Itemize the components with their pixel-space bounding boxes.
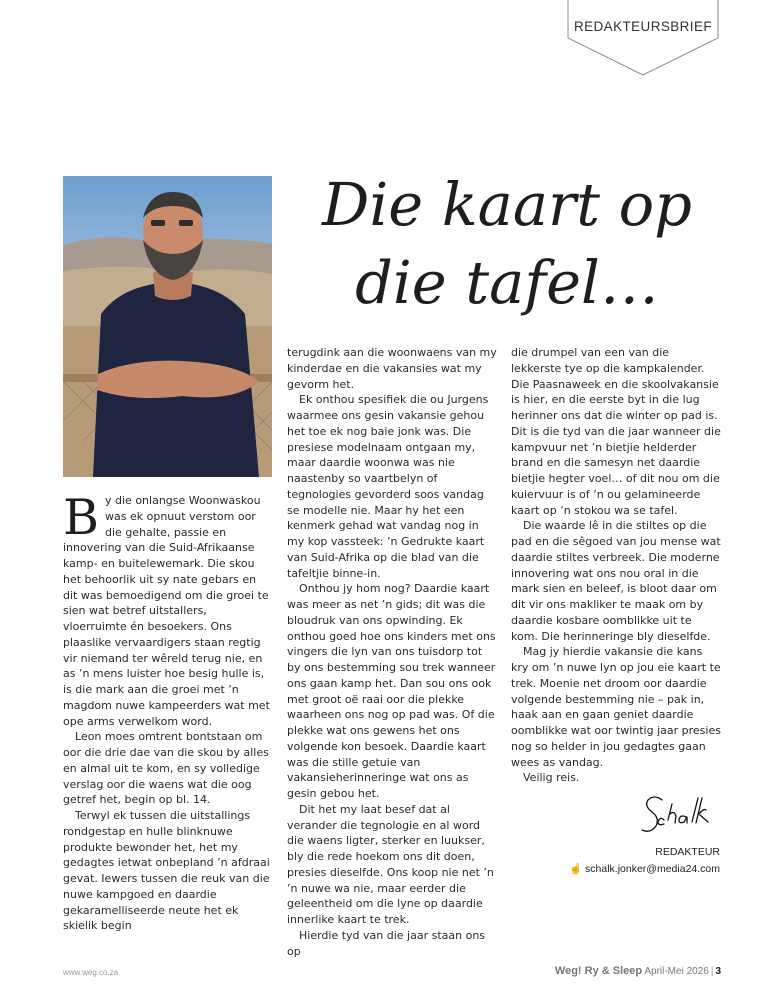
body-column-2	[287, 345, 497, 959]
body-paragraph: Terwyl ek tussen die uitstallings rondgestap en hulle blinknuwe produkte bewonder het, het my gedagtes ietwat onbepland ’n afdraai gevat. Iewers tussen die reuk van die nuwe kampgoed en daardie gekaramelliseerde neute het ek skielik begin	[63, 809, 270, 933]
section-tag-outline	[567, 0, 719, 76]
body-paragraph: Mag jy hierdie vakansie die kans kry om ’n nuwe lyn op jou eie kaart te trek. Moenie net droom oor daardie volgende bestemming nie – pak in, haak aan en gaan geniet daardie oomblikke wat oor twintig jaar presies nog so helder in jou gedagtes gaan wees as vandag.	[511, 645, 721, 769]
body-paragraph-text: y die onlangse Woonwaskou was ek opnuut verstom oor die gehalte, passie en innovering van die Suid-Afrikaanse kamp- en buitelewemark. Die skou het behoorlik uit sy nate gebars en dit was bemoedigend om die groei te sien wat betref uitstallers, vloerruimte én besoekers. Ons plaaslike vervaardigers staan regtig vir niemand ter wêreld terug nie, en as ’n mens luister hoe besig hulle is, is die mark aan die groei met ’n magdom nuwe kampeerders wat met ope arms verwelkom word.	[63, 494, 270, 728]
body-paragraph: Leon moes omtrent bontstaan om oor die drie dae van die skou by alles en almal uit te kom, en sy volledige verslag oor die waens wat die oog getref het, begin op bl. 14.	[63, 730, 269, 807]
editor-photo	[63, 176, 272, 477]
editor-email[interactable]	[560, 862, 720, 875]
body-paragraph: Die waarde lê in die stiltes op die pad en die sêgoed van jou mense wat daardie stiltes verbreek. Die moderne innovering wat ons nou oral in die mark sien en beleef, is bloot daar om dit vir ons makliker te maak om by daardie kosbare oomblikke uit te kom. Die herinneringe bly dieselfde.	[511, 519, 721, 643]
footer-folio	[555, 965, 721, 977]
footer-separator: |	[710, 966, 714, 977]
section-tag-label: REDAKTEURSBRIEF	[573, 19, 713, 34]
footer-website[interactable]: www.weg.co.za	[63, 968, 119, 977]
body-paragraph: Onthou jy hom nog? Daardie kaart was meer as net ’n gids; dit was die bloudruk van ons opwinding. Ek onthou goed hoe ons kinders met ons vingers die lyn van ons tuisdorp tot by ons bestemming sou trek wanneer ons gaan kamp het. Dan sou ons ook met groot oë raai oor die plekke waarheen ons nog op pad was. Of die plekke wat ons gewens het ons volgende kon besoek. Daardie kaart was die stille getuie van vakansieherinneringe wat ons as gesin gebou het.	[287, 582, 496, 800]
drop-cap: B	[63, 489, 100, 546]
body-paragraph: Dit het my laat besef dat al verander die tegnologie en al word die waens ligter, sterker en luukser, bly die rede hoekom ons dit doen, presies dieselfde. Ons koop nie net ’n ’n nuwe wa nie, maar eerder die geleentheid om die lyne op daardie innerlike kaart te trek.	[287, 802, 494, 926]
body-column-1	[63, 489, 273, 934]
body-paragraph	[63, 489, 273, 729]
editor-role: REDAKTEUR	[655, 846, 720, 858]
page-number: 3	[715, 966, 721, 977]
footer-issue: April-Mei 2026	[644, 966, 709, 977]
body-paragraph: Veilig reis.	[523, 771, 580, 785]
pointer-hand-icon: ☝	[569, 863, 583, 875]
editor-signature	[638, 790, 720, 845]
section-tag	[567, 0, 719, 76]
body-column-3	[511, 345, 721, 786]
editor-email-address[interactable]: schalk.jonker@media24.com	[585, 863, 720, 875]
body-paragraph: Hierdie tyd van die jaar staan ons op	[287, 928, 486, 958]
body-paragraph: Ek onthou spesifiek die ou Jurgens waarmee ons gesin vakansie gehou het toe ek nog baie jonk was. Die presiese modelnaam ontgaan my, maar daardie woonwa was nie naastenby so vaartbelyn of tegnologies gevorderd soos vandag se modelle nie. Maar hy het een kenmerk gehad wat vandag nog in my kop vassteek: ’n Gedrukte kaart van Suid-Afrika op die blad van die tafeltjie binne-in.	[287, 393, 489, 580]
article-title-line-2: die tafel…	[355, 248, 659, 317]
article-title-line-1: Die kaart op	[322, 170, 692, 239]
article-title	[292, 166, 722, 322]
footer-brand: Weg! Ry & Sleep	[554, 965, 643, 977]
body-paragraph: die drumpel van een van die lekkerste tye op die kampkalender. Die Paasnaweek en die skoolvakansie is hier, en die eerste byt in die lug herinner ons dat die winter op pad is. Dit is die tyd van die jaar wanneer die kampvuur net ’n bietjie helderder brand en die samesyn net daardie bietjie hegter voel… of dit nou om die kuiervuur is of ’n ou gelamineerde kaart op ’n stokou wa se tafel.	[511, 346, 721, 517]
body-paragraph: terugdink aan die woonwaens van my kinderdae en die vakansies wat my gevorm het.	[287, 346, 497, 391]
